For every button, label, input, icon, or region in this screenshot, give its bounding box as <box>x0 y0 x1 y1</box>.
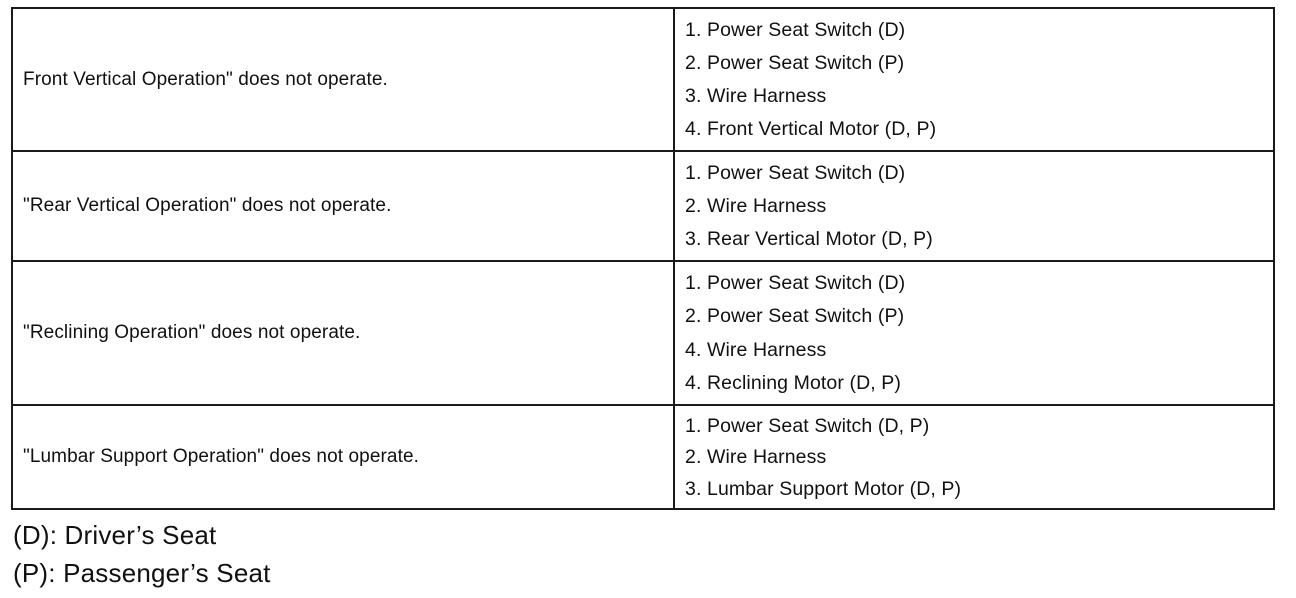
cause-text: Power Seat Switch (D) <box>707 162 906 184</box>
cause-number: 2. <box>685 195 702 217</box>
cause-text: Wire Harness <box>707 446 827 468</box>
cause-item <box>685 84 1273 108</box>
cause-number: 2. <box>685 305 702 328</box>
cause-number: 1. <box>685 414 702 437</box>
cause-item <box>685 18 1273 42</box>
symptom-cell: "Reclining Operation" does not operate. <box>13 262 675 404</box>
cause-number: 4. <box>685 371 702 394</box>
cause-text: Rear Vertical Motor (D, P) <box>707 228 933 250</box>
cause-item <box>685 414 1273 438</box>
cause-item <box>685 271 1273 295</box>
cause-number: 1. <box>685 162 702 184</box>
cause-item <box>685 304 1273 328</box>
symptom-cell: "Lumbar Support Operation" does not operate. <box>13 406 675 508</box>
cause-number: 4. <box>685 118 702 140</box>
cause-item <box>685 161 1273 185</box>
cause-text: Front Vertical Motor (D, P) <box>707 118 937 140</box>
table-row <box>13 406 1273 508</box>
cause-text: Lumbar Support Motor (D, P) <box>707 477 962 500</box>
cause-item <box>685 371 1273 395</box>
cause-item <box>685 338 1273 362</box>
cause-item <box>685 445 1273 469</box>
cause-text: Wire Harness <box>707 338 827 361</box>
cause-text: Power Seat Switch (P) <box>707 305 905 328</box>
cause-text: Wire Harness <box>707 195 827 217</box>
cause-text: Power Seat Switch (P) <box>707 52 905 74</box>
probable-causes-cell <box>675 262 1273 404</box>
cause-number: 3. <box>685 228 702 250</box>
cause-number: 3. <box>685 85 702 107</box>
table-row <box>13 152 1273 262</box>
probable-causes-cell <box>675 9 1273 150</box>
symptom-cell: Front Vertical Operation" does not operate. <box>13 9 675 150</box>
cause-text: Reclining Motor (D, P) <box>707 371 902 394</box>
cause-item <box>685 227 1273 251</box>
table-row <box>13 9 1273 152</box>
cause-item <box>685 51 1273 75</box>
probable-causes-cell <box>675 152 1273 260</box>
cause-text: Power Seat Switch (D, P) <box>707 414 930 437</box>
symptom-cell: "Rear Vertical Operation" does not operate. <box>13 152 675 260</box>
legend-passenger-seat: (P): Passenger’s Seat <box>13 558 271 588</box>
cause-number: 4. <box>685 338 702 361</box>
cause-number: 1. <box>685 19 702 41</box>
cause-number: 2. <box>685 446 702 468</box>
cause-number: 2. <box>685 52 702 74</box>
cause-item <box>685 194 1273 218</box>
legend-driver-seat: (D): Driver’s Seat <box>13 520 217 550</box>
cause-item <box>685 477 1273 501</box>
cause-number: 1. <box>685 272 702 295</box>
cause-text: Wire Harness <box>707 85 827 107</box>
cause-text: Power Seat Switch (D) <box>707 19 906 41</box>
troubleshooting-table <box>11 7 1275 510</box>
cause-item <box>685 117 1273 141</box>
cause-number: 3. <box>685 477 702 500</box>
cause-text: Power Seat Switch (D) <box>707 272 906 295</box>
table-row <box>13 262 1273 406</box>
probable-causes-cell <box>675 406 1273 508</box>
